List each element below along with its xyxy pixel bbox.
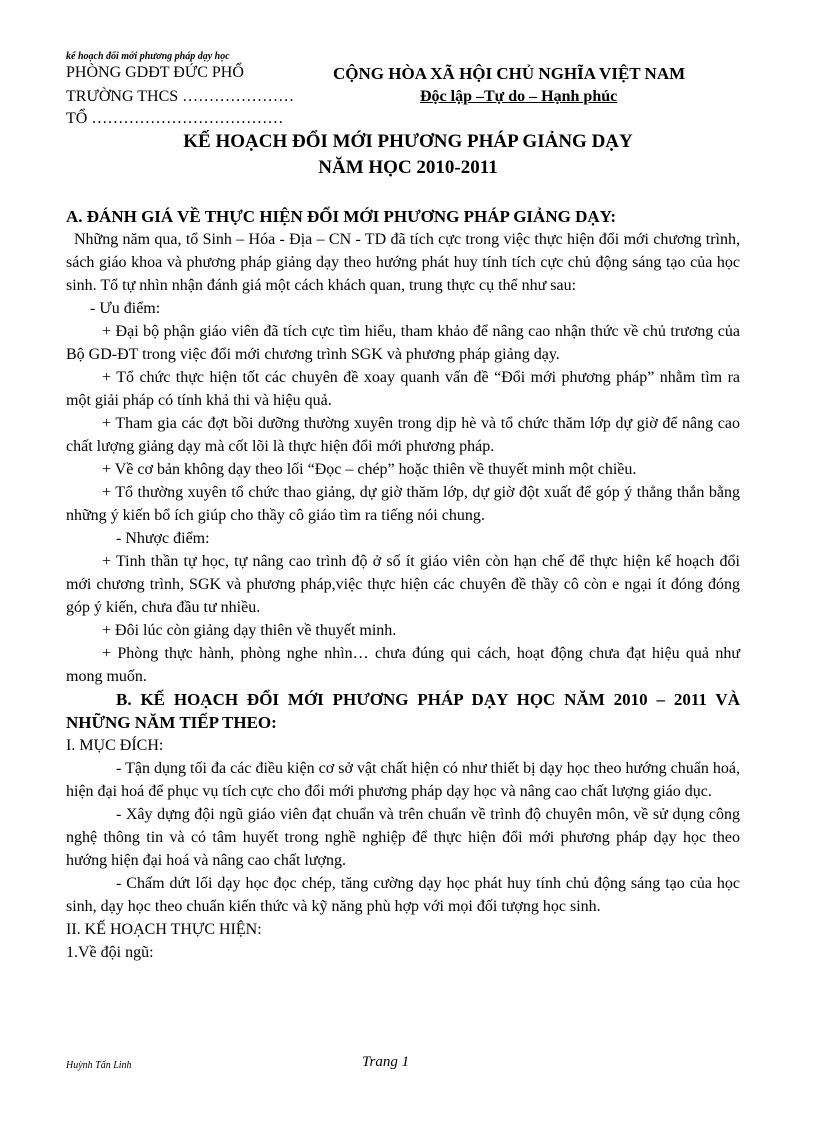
paragraph: + Tham gia các đợt bồi dưỡng thường xuyên trong dịp hè và tổ chức thăm lớp dự giờ để nâng cao chất lượng giảng dạy mà cốt lõi là thực hiện đổi mới phương pháp. <box>66 415 740 455</box>
section-heading: A. ĐÁNH GIÁ VỀ THỰC HIỆN ĐỔI MỚI PHƯƠNG PHÁP GIẢNG DẠY: <box>66 207 617 226</box>
national-motto: Độc lập –Tự do – Hạnh phúc <box>420 88 618 105</box>
page-number: Trang 1 <box>362 1054 410 1070</box>
department-name: PHÒNG GDĐT ĐỨC PHỔ <box>66 64 244 81</box>
paragraph: + Phòng thực hành, phòng nghe nhìn… chưa đúng qui cách, hoạt động chưa đạt hiệu quả như mong muốn. <box>66 645 740 685</box>
country-name: CỘNG HÒA XÃ HỘI CHỦ NGHĨA VIỆT NAM <box>333 64 686 83</box>
doc-title-line1: KẾ HOẠCH ĐỔI MỚI PHƯƠNG PHÁP GIẢNG DẠY <box>183 131 633 152</box>
paragraph: + Tinh thần tự học, tự nâng cao trình độ ở số ít giáo viên còn hạn chế để thực hiện kế hoạch đổi mới chương trình, SGK và phương pháp,việc thực hiện các chuyên đề thầy cô còn e ngại ít đóng đóng góp ý kiến, chưa đầu tư nhiều. <box>66 553 740 616</box>
paragraph: 1.Về đội ngũ: <box>66 944 154 961</box>
paragraph: + Đại bộ phận giáo viên đã tích cực tìm hiểu, tham khảo để nâng cao nhận thức về chủ trương của Bộ GD-ĐT trong việc đổi mới chương trình SGK và phương pháp giảng dạy. <box>66 323 740 363</box>
author-name: Huỳnh Tấn Linh <box>66 1060 132 1071</box>
paragraph: I. MỤC ĐÍCH: <box>66 737 164 754</box>
document-body <box>66 205 740 964</box>
school-name: TRƯỜNG THCS ………………… <box>66 88 295 105</box>
header-note: kế hoạch đổi mới phương pháp dạy học <box>66 51 230 62</box>
group-name: TỔ ……………………………… <box>66 110 284 127</box>
paragraph: - Tận dụng tối đa các điều kiện cơ sở vật chất hiện có như thiết bị dạy học theo hướng chuẩn hoá, hiện đại hoá để phục vụ tích cực cho đổi mới phương pháp dạy học và nâng cao chất lượng giáo dục. <box>66 760 740 800</box>
paragraph: II. KẾ HOẠCH THỰC HIỆN: <box>66 921 262 938</box>
paragraph: + Đôi lúc còn giảng dạy thiên về thuyết minh. <box>102 622 397 639</box>
paragraph: - Nhược điểm: <box>116 530 210 547</box>
paragraph: - Chấm dứt lối dạy học đọc chép, tăng cường dạy học phát huy tính chủ động sáng tạo của học sinh, dạy học theo chuẩn kiến thức và kỹ năng phù hợp với mọi đối tượng học sinh. <box>66 875 740 915</box>
paragraph: + Tổ thường xuyên tổ chức thao giảng, dự giờ thăm lớp, dự giờ đột xuất để góp ý thẳng thắn bằng những ý kiến bổ ích giúp cho thầy cô giáo tìm ra tiếng nói chung. <box>66 484 740 524</box>
paragraph: - Ưu điểm: <box>90 300 161 317</box>
section-heading: B. KẾ HOẠCH ĐỔI MỚI PHƯƠNG PHÁP DẠY HỌC NĂM 2010 – 2011 VÀ NHỮNG NĂM TIẾP THEO: <box>66 690 740 732</box>
doc-title-line2: NĂM HỌC 2010-2011 <box>318 157 498 178</box>
paragraph: - Xây dựng đội ngũ giáo viên đạt chuẩn và trên chuẩn về trình độ chuyên môn, về sử dụng công nghệ thông tin và có tâm huyết trong nghề nghiệp để thực hiện đổi mới phương pháp dạy học theo hướng hiện đại hoá và nâng cao chất lượng. <box>66 806 740 869</box>
paragraph: Những năm qua, tổ Sinh – Hóa - Địa – CN - TD đã tích cực trong việc thực hiện đổi mới chương trình, sách giáo khoa và phương pháp giảng dạy theo hướng phát huy tính tích cực chủ động sáng tạo của học sinh. Tổ tự nhìn nhận đánh giá một cách khách quan, trung thực cụ thể như sau: <box>66 231 740 294</box>
paragraph: + Tổ chức thực hiện tốt các chuyên đề xoay quanh vấn đề “Đổi mới phương pháp” nhằm tìm ra một giải pháp có tính khả thi và hiệu quả. <box>66 369 740 409</box>
paragraph: + Về cơ bản không dạy theo lối “Đọc – chép” hoặc thiên về thuyết minh một chiều. <box>102 461 637 478</box>
